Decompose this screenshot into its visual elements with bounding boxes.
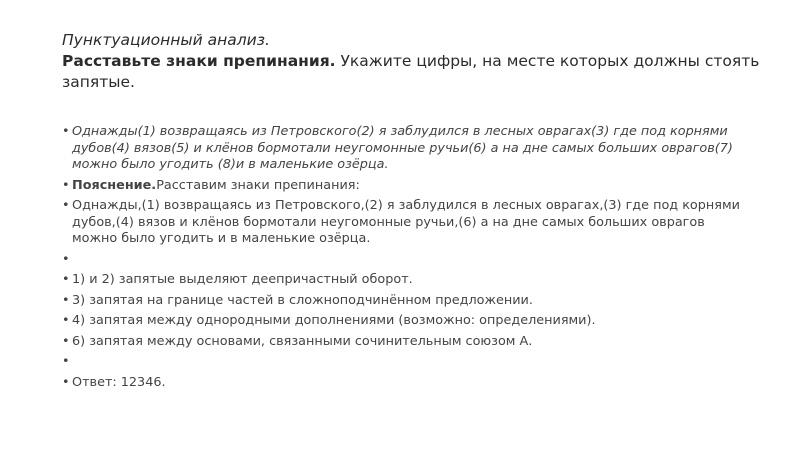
explanation-label: Пояснение. [72,177,157,193]
list-item-empty [62,354,752,371]
bullet-icon: • [62,272,70,287]
corrected-text: Однажды,(1) возвращаясь из Петровского,(2) я заблудился в лесных оврагах,(3) где под корнями дубов,(4) вязов и клёнов бормотали неугомонные ручьи,(6) а на дне самых больших оврагов можно было угодить и в маленькие озёрца. [72,198,740,246]
bullet-icon: • [62,292,70,308]
title-rest: Укажите цифры, на месте которых должны стоять запятые. [62,52,760,91]
title-line-2 [62,52,759,91]
list-item-note-2 [62,293,752,310]
note-3-text: 4) запятая между однородными дополнениями (возможно: определениями). [72,313,596,328]
list-item-corrected [62,198,752,248]
note-4-text: 6) запятая между основами, связанными сочинительным союзом А. [72,333,533,349]
bullet-icon: • [62,177,70,193]
bullet-icon: • [62,198,70,213]
list-item-note-4 [62,334,752,351]
bullet-icon: • [62,313,70,328]
list-item-task [62,124,752,174]
answer-text: Ответ: 12346. [72,374,166,390]
task-text: Однажды(1) возвращаясь из Петровского(2) я заблудился в лесных оврагах(3) где под корнями дубов(4) вязов(5) и клёнов бормотали неугомонные ручьи(6) а на дне самых больших оврагов(7) можно было угодить (8)и в маленькие озёрца. [72,124,733,172]
list-item-note-1 [62,272,752,289]
note-2-text: 3) запятая на границе частей в сложноподчинённом предложении. [72,292,533,308]
slide-body [62,124,752,395]
bullet-icon: • [62,354,70,369]
note-1-text: 1) и 2) запятые выделяют деепричастный оборот. [72,272,413,287]
slide-title [62,30,762,93]
explanation-text: Расставим знаки препинания: [156,177,360,193]
title-bold: Расставьте знаки препинания. [62,52,336,70]
list-item-note-3 [62,313,752,330]
list-item-answer [62,375,752,392]
bullet-icon: • [62,374,70,390]
bullet-icon: • [62,333,70,349]
title-line-1: Пунктуационный анализ. [62,31,270,49]
explanation-line [72,178,360,193]
bullet-icon: • [62,251,70,267]
list-item-empty [62,252,752,269]
list-item-explanation [62,178,752,195]
bullet-icon: • [62,124,70,139]
